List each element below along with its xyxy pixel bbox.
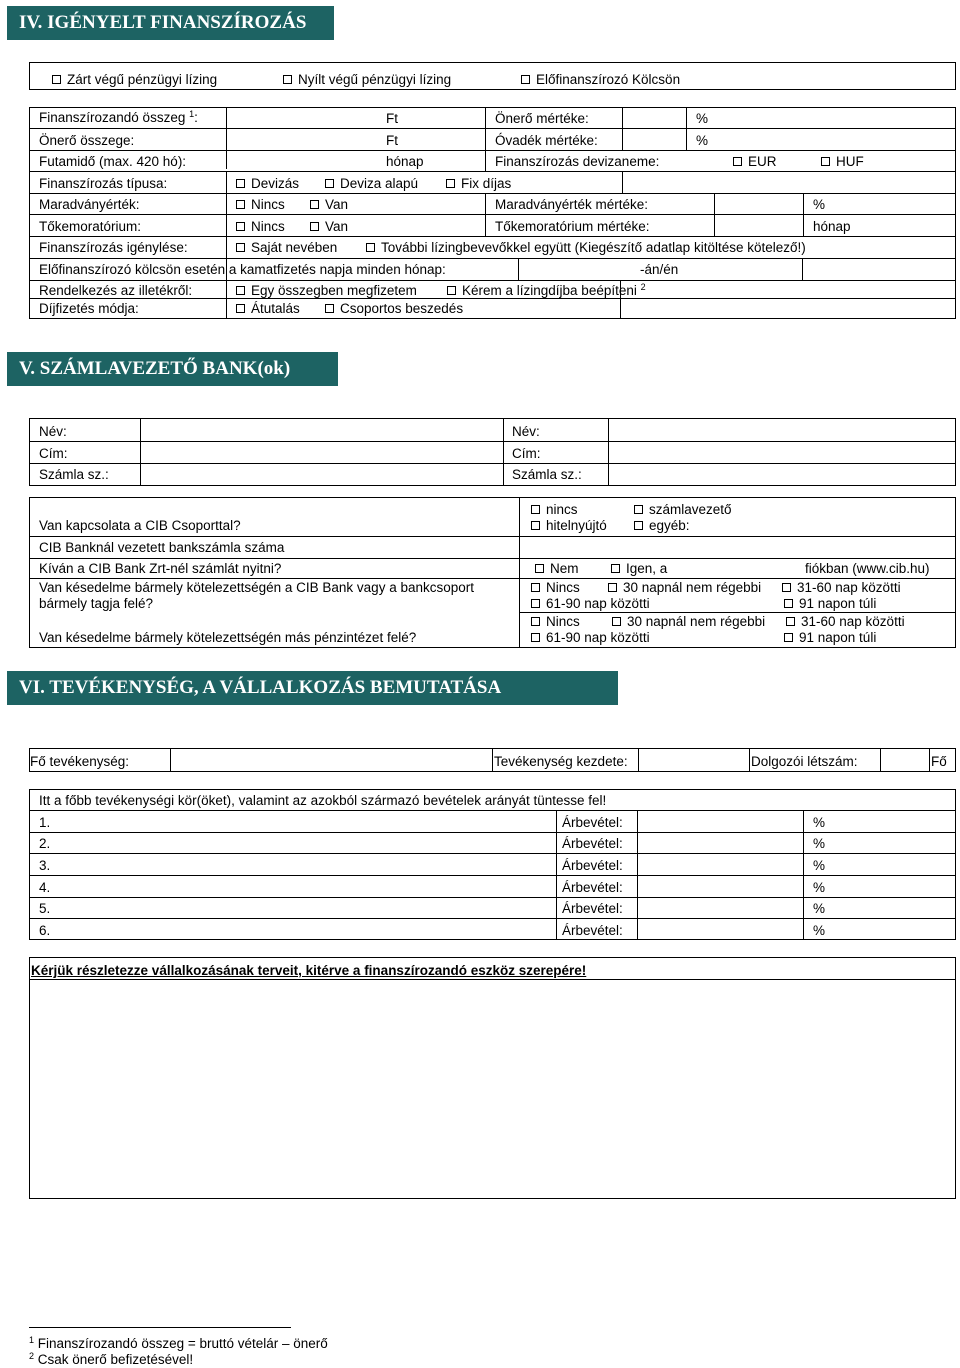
revenue-pct: %: [813, 901, 826, 916]
currency-label: Finanszírozás devizaneme:: [495, 154, 660, 169]
revenue-row-number: 4.: [39, 880, 51, 895]
checkbox-icon[interactable]: [310, 200, 319, 209]
checkbox-icon[interactable]: [784, 633, 793, 642]
bank-table: [29, 418, 956, 486]
interest-day-label: Előfinanszírozó kölcsön esetén a kamatfizetés napja minden hónap:: [39, 262, 446, 277]
revenue-pct: %: [813, 858, 826, 873]
revenue-label: Árbevétel:: [562, 923, 623, 938]
checkbox-icon[interactable]: [236, 179, 245, 188]
footnote-divider: [29, 1327, 291, 1328]
checkbox-icon[interactable]: [531, 583, 540, 592]
delay-cib-label-2: bármely tagja felé?: [39, 596, 154, 611]
delay-other-label: Van késedelme bármely kötelezettségén más pénzintézet felé?: [39, 630, 417, 645]
checkbox-icon[interactable]: [325, 304, 334, 313]
request-own-name[interactable]: Saját nevében: [236, 240, 337, 256]
term-unit: hónap: [386, 154, 424, 169]
checkbox-icon[interactable]: [821, 157, 830, 166]
interest-day-suffix: -án/én: [640, 262, 679, 277]
term-label: Futamidő (max. 420 hó):: [39, 154, 187, 169]
amount-label: Finanszírozandó összeg $^1$:: [39, 109, 198, 125]
delay-cib-30[interactable]: 30 napnál nem régebbi: [608, 580, 761, 596]
delay-cib-label-1: Van késedelme bármely kötelezettségén a CIB Bank vagy a bankcsoport: [39, 580, 474, 595]
checkbox-icon[interactable]: [446, 179, 455, 188]
relation-none[interactable]: nincs: [531, 502, 578, 518]
own-amount-label: Önerő összege:: [39, 133, 135, 148]
checkbox-icon[interactable]: [236, 222, 245, 231]
revenue-pct: %: [813, 923, 826, 938]
staff-unit: Fő: [931, 754, 947, 769]
cib-account-number-label: CIB Banknál vezetett bankszámla száma: [39, 540, 285, 555]
payment-label: Díjfizetés módja:: [39, 301, 139, 316]
checkbox-icon[interactable]: [531, 521, 540, 530]
branch-text: fiókban (www.cib.hu): [805, 561, 930, 576]
bank1-account-label: Számla sz.:: [39, 467, 109, 482]
delay-cib-91[interactable]: 91 napon túli: [784, 596, 876, 612]
plans-box[interactable]: [29, 957, 956, 1199]
moratorium-label: Tőkemoratórium:: [39, 219, 142, 234]
main-activity-label: Fő tevékenység:: [30, 754, 130, 769]
currency-eur[interactable]: EUR: [733, 154, 777, 170]
cib-relation-label: Van kapcsolata a CIB Csoporttal?: [39, 518, 241, 533]
moratorium-rate-label: Tőkemoratórium mértéke:: [495, 219, 650, 234]
bank1-address-label: Cím:: [39, 446, 68, 461]
checkbox-icon[interactable]: [733, 157, 742, 166]
revenue-pct: %: [813, 815, 826, 830]
delay-other-none[interactable]: Nincs: [531, 614, 580, 630]
revenue-label: Árbevétel:: [562, 858, 623, 873]
residual-yes[interactable]: Van: [310, 197, 348, 213]
moratorium-rate-unit: hónap: [813, 219, 851, 234]
type-open-leasing[interactable]: Nyílt végű pénzügyi lízing: [283, 72, 451, 88]
moratorium-yes[interactable]: Van: [310, 219, 348, 235]
checkbox-icon[interactable]: [612, 617, 621, 626]
revenue-row-number: 3.: [39, 858, 51, 873]
financing-type-label: Finanszírozás típusa:: [39, 176, 168, 191]
amount-unit: Ft: [386, 111, 398, 126]
revenue-label: Árbevétel:: [562, 836, 623, 851]
delay-cib-none[interactable]: Nincs: [531, 580, 580, 596]
request-label: Finanszírozás igénylése:: [39, 240, 188, 255]
relation-account-holder[interactable]: számlavezető: [634, 502, 732, 518]
checkbox-icon[interactable]: [236, 304, 245, 313]
section-iv-title: IV. IGÉNYELT FINANSZÍROZÁS: [7, 6, 334, 40]
type-fixed[interactable]: Fix díjas: [446, 176, 511, 192]
checkbox-icon[interactable]: [310, 222, 319, 231]
checkbox-icon[interactable]: [283, 75, 292, 84]
request-other-lessees[interactable]: További lízingbevevőkkel együtt (Kiegészítő adatlap kitöltése kötelező!): [366, 240, 806, 256]
deposit-label: Óvadék mértéke:: [495, 133, 598, 148]
payment-transfer[interactable]: Átutalás: [236, 301, 300, 317]
payment-direct-debit[interactable]: Csoportos beszedés: [325, 301, 463, 317]
section-vi-title: VI. TEVÉKENYSÉG, A VÁLLALKOZÁS BEMUTATÁSA: [7, 671, 618, 705]
revenue-row-number: 2.: [39, 836, 51, 851]
delay-cib-61-90[interactable]: 61-90 nap közötti: [531, 596, 650, 612]
checkbox-icon[interactable]: [634, 521, 643, 530]
footnote-1: $^1$ Finanszírozandó összeg = bruttó vételár – önerő: [29, 1335, 328, 1351]
revenue-row-number: 5.: [39, 901, 51, 916]
revenue-header: Itt a főbb tevékenységi kör(öket), valamint az azokból származó bevételek arányát tüntesse fel!: [39, 793, 607, 808]
checkbox-icon[interactable]: [236, 243, 245, 252]
open-account-label: Kíván a CIB Bank Zrt-nél számlát nyitni?: [39, 561, 282, 576]
checkbox-icon[interactable]: [531, 633, 540, 642]
delay-other-91[interactable]: 91 napon túli: [784, 630, 876, 646]
activity-start-label: Tevékenység kezdete:: [494, 754, 628, 769]
residual-label: Maradványérték:: [39, 197, 140, 212]
revenue-label: Árbevétel:: [562, 901, 623, 916]
checkbox-icon[interactable]: [634, 505, 643, 514]
residual-rate-unit: %: [813, 197, 826, 212]
type-foreign-based[interactable]: Deviza alapú: [325, 176, 418, 192]
delay-other-30[interactable]: 30 napnál nem régebbi: [612, 614, 765, 630]
open-account-yes[interactable]: Igen, a: [611, 561, 667, 577]
delay-cib-31-60[interactable]: 31-60 nap közötti: [782, 580, 901, 596]
own-rate-label: Önerő mértéke:: [495, 111, 589, 126]
checkbox-icon[interactable]: [782, 583, 791, 592]
type-prefinancing-loan[interactable]: Előfinanszírozó Kölcsön: [521, 72, 680, 88]
checkbox-icon[interactable]: [236, 286, 245, 295]
checkbox-icon[interactable]: [366, 243, 375, 252]
fees-in-lease[interactable]: Kérem a lízingdíjba beépíteni $^2$: [447, 283, 646, 299]
revenue-row-number: 6.: [39, 923, 51, 938]
checkbox-icon[interactable]: [521, 75, 530, 84]
revenue-label: Árbevétel:: [562, 815, 623, 830]
revenue-pct: %: [813, 836, 826, 851]
own-amount-unit: Ft: [386, 133, 398, 148]
checkbox-icon[interactable]: [608, 583, 617, 592]
checkbox-icon[interactable]: [325, 179, 334, 188]
type-foreign[interactable]: Devizás: [236, 176, 299, 192]
staff-label: Dolgozói létszám:: [751, 754, 858, 769]
checkbox-icon[interactable]: [784, 599, 793, 608]
relation-lender[interactable]: hitelnyújtó: [531, 518, 607, 534]
checkbox-icon[interactable]: [531, 505, 540, 514]
footnote-2: $^2$ Csak önerő befizetésével!: [29, 1351, 194, 1367]
checkbox-icon[interactable]: [535, 564, 544, 573]
moratorium-none[interactable]: Nincs: [236, 219, 285, 235]
checkbox-icon[interactable]: [236, 200, 245, 209]
residual-rate-label: Maradványérték mértéke:: [495, 197, 649, 212]
section-v-title: V. SZÁMLAVEZETŐ BANK(ok): [7, 352, 338, 386]
checkbox-icon[interactable]: [786, 617, 795, 626]
deposit-unit: %: [696, 133, 709, 148]
revenue-label: Árbevétel:: [562, 880, 623, 895]
bank2-name-label: Név:: [512, 424, 540, 439]
open-account-no[interactable]: Nem: [535, 561, 579, 577]
fees-lump-sum[interactable]: Egy összegben megfizetem: [236, 283, 417, 299]
delay-other-31-60[interactable]: 31-60 nap közötti: [786, 614, 905, 630]
revenue-row-number: 1.: [39, 815, 51, 830]
checkbox-icon[interactable]: [531, 617, 540, 626]
revenue-pct: %: [813, 880, 826, 895]
checkbox-icon[interactable]: [531, 599, 540, 608]
checkbox-icon[interactable]: [611, 564, 620, 573]
plans-heading: Kérjük részletezze vállalkozásának terveit, kitérve a finanszírozandó eszköz szerepére!: [31, 963, 587, 978]
residual-none[interactable]: Nincs: [236, 197, 285, 213]
bank2-account-label: Számla sz.:: [512, 467, 582, 482]
relation-other[interactable]: egyéb:: [634, 518, 690, 534]
bank1-name-label: Név:: [39, 424, 67, 439]
currency-huf[interactable]: HUF: [821, 154, 864, 170]
fees-label: Rendelkezés az illetékről:: [39, 283, 193, 298]
bank2-address-label: Cím:: [512, 446, 541, 461]
delay-other-61-90[interactable]: 61-90 nap közötti: [531, 630, 650, 646]
type-closed-leasing[interactable]: Zárt végű pénzügyi lízing: [52, 72, 217, 88]
checkbox-icon[interactable]: [52, 75, 61, 84]
own-rate-unit: %: [696, 111, 709, 126]
checkbox-icon[interactable]: [447, 286, 456, 295]
